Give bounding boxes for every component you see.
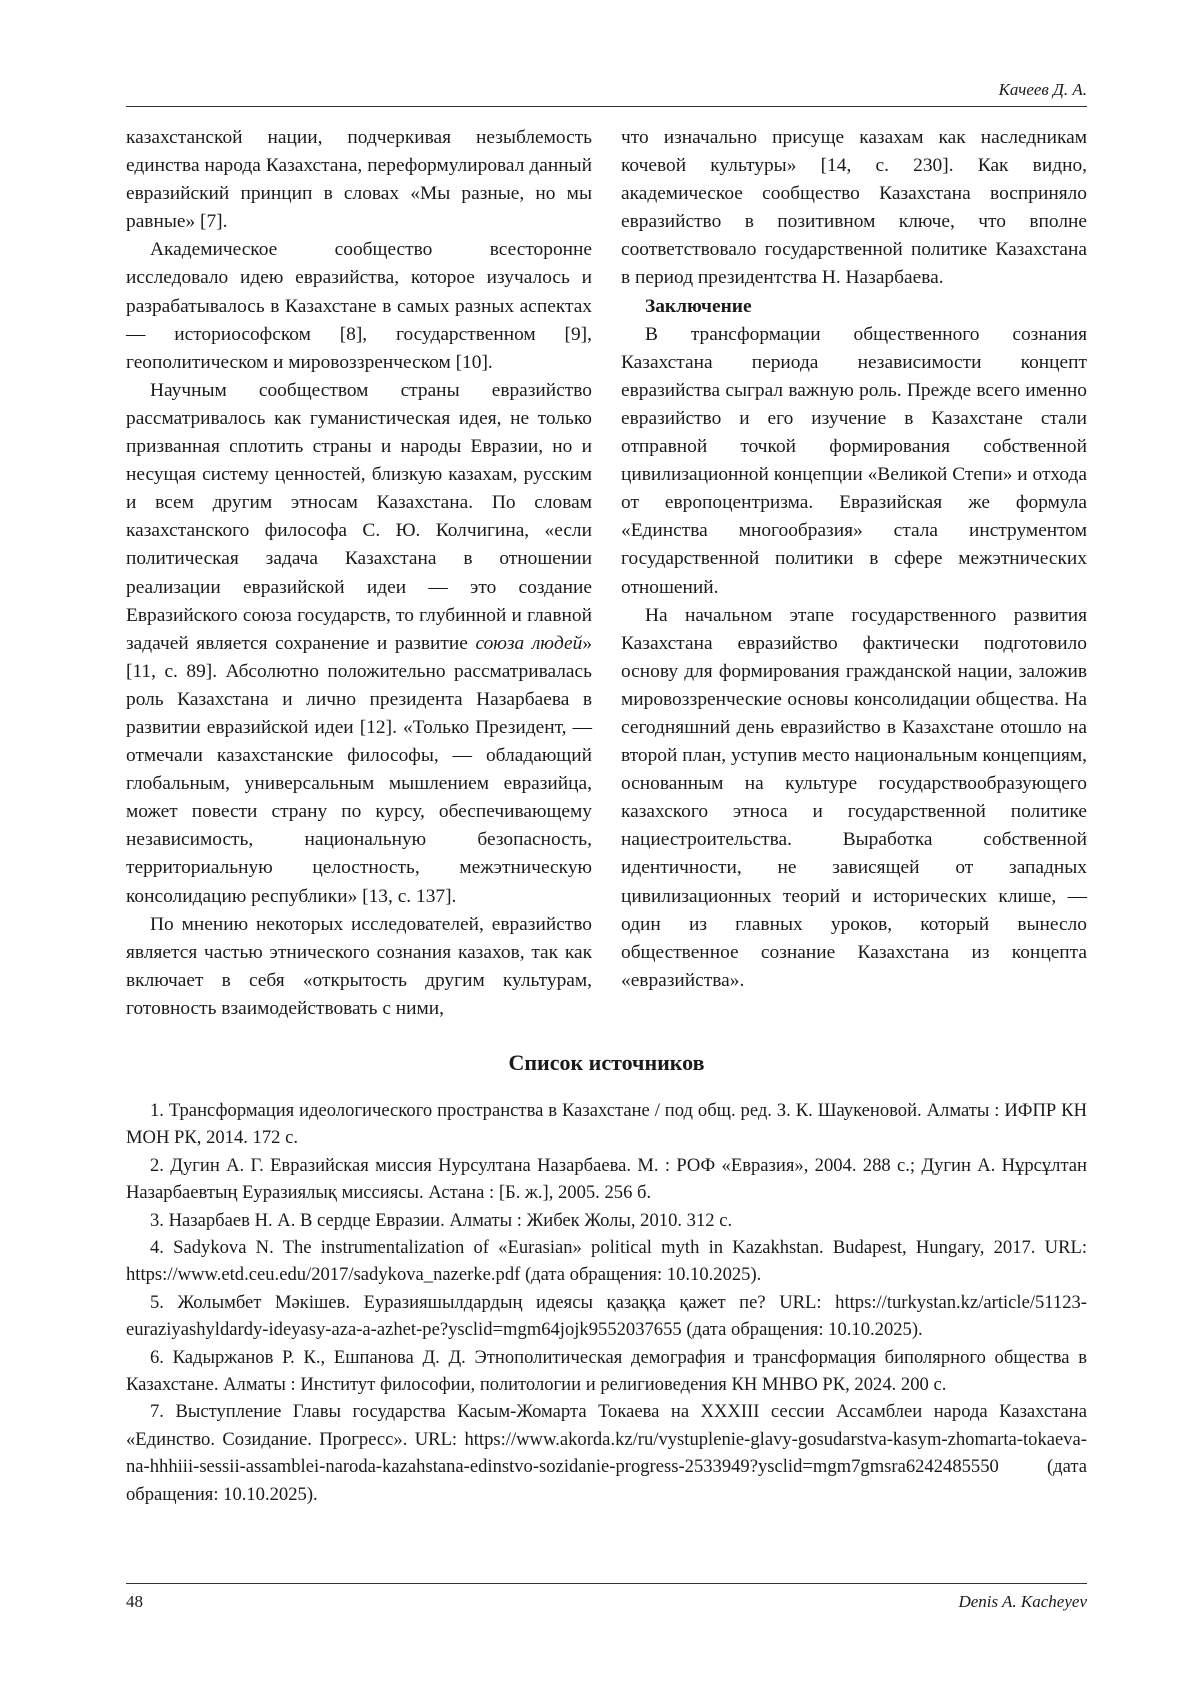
page-number: 48	[126, 1592, 143, 1611]
paragraph	[126, 377, 592, 911]
body-columns	[126, 124, 1087, 1039]
references-title: Список источников	[508, 1050, 705, 1075]
paragraph: казахстанской нации, подчеркивая незыблемость единства народа Казахстана, переформулировал данный евразийский принцип в словах «Мы разные, но мы равные» [7].	[126, 127, 592, 233]
reference-item: 6. Кадыржанов Р. К., Ешпанова Д. Д. Этнополитическая демография и трансформация биполярного общества в Казахстане. Алматы : Институт философии, политологии и религиоведения КН МНВО РК, 2024. 200 с.	[126, 1346, 1087, 1396]
page-footer	[126, 1583, 1087, 1612]
paragraph: На начальном этапе государственного развития Казахстана евразийство фактически подготовило основу для формирования гражданской нации, заложив мировоззренческие основы консолидации общества. На сегодняшний день евразийство в Казахстане отошло на второй план, уступив место национальным концепциям, основанным на культуре государствообразующего казахского этноса и государственной политике нациестроительства. Выработка собственной идентичности, не зависящей от западных цивилизационных теорий и исторических клише, — один из главных уроков, который вынесло общественное сознание Казахстана из концепта «евразийства».	[621, 604, 1087, 991]
paragraph-text: » [11, с. 89]. Абсолютно положительно рассматривалась роль Казахстана и лично президента Назарбаева в развитии евразийской идеи [12]. «Только Президент, — отмечали казахстанские философы, — обладающий глобальным, универсальным мышлением евразийца, может повести страну по курсу, обеспечивающему независимость, национальную безопасность, территориальную целостность, межэтническую консолидацию республики» [13, с. 137].	[126, 632, 593, 907]
reference-item: 2. Дугин А. Г. Евразийская миссия Нурсултана Назарбаева. М. : РОФ «Евразия», 2004. 288 с.; Дугин А. Нұрсұлтан Назарбаевтың Еуразиялық миссиясы. Астана : [Б. ж.], 2005. 256 б.	[126, 1154, 1087, 1204]
paragraph: В трансформации общественного сознания Казахстана периода независимости концепт евразийства сыграл важную роль. Прежде всего именно евразийство и его изучение в Казахстане стали отправной точкой формирования собственной цивилизационной концепции «Великой Степи» и отхода от европоцентризма. Евразийская же формула «Единства многообразия» стала инструментом государственной политики в сфере межэтнических отношений.	[621, 323, 1087, 598]
section-heading: Заключение	[645, 295, 752, 317]
reference-item: 4. Sadykova N. The instrumentalization of «Eurasian» political myth in Kazakhstan. Budapest, Hungary, 2017. URL: https://www.etd.ceu.edu/2017/sadykova_nazerke.pdf (дата обращения: 10.10.2025).	[126, 1237, 1087, 1286]
left-column	[126, 124, 592, 1039]
paragraph: Академическое сообщество всесторонне исследовало идею евразийства, которое изучалось и разрабатывалось в Казахстане в самых разных аспектах — историософском [8], государственном [9], геополитическом и мировоззренческом [10].	[126, 239, 592, 373]
emphasis-text: союза людей	[475, 632, 583, 654]
footer-author: Denis A. Kacheyev	[958, 1592, 1087, 1611]
paragraph: что изначально присуще казахам как наследникам кочевой культуры» [14, с. 230]. Как видно, академическое сообщество Казахстана восприняло евразийство в позитивном ключе, что вполне соответствовало государственной политике Казахстана в период президентства Н. Назарбаева.	[621, 127, 1087, 289]
right-column	[621, 124, 1087, 1039]
reference-item: 3. Назарбаев Н. А. В сердце Евразии. Алматы : Жибек Жолы, 2010. 312 с.	[150, 1209, 733, 1231]
reference-item: 5. Жолымбет Мәкішев. Еуразияшылдардың идеясы қазаққа қажет пе? URL: https://turkystan.kz/article/51123-euraziyashyldardy-ideyasy-aza-a-azhet-pe?ysclid=mgm64jojk9552037655 (дата обращения: 10.10.2025).	[126, 1291, 1087, 1341]
reference-item: 1. Трансформация идеологического пространства в Казахстане / под общ. ред. З. К. Шаукеновой. Алматы : ИФПР КН МОН РК, 2014. 172 с.	[126, 1100, 1087, 1149]
paragraph-text: Научным сообществом страны евразийство рассматривалось как гуманистическая идея, не только призванная сплотить страны и народы Евразии, но и несущая систему ценностей, близкую казахам, русским и всем другим этносам Казахстана. По словам казахстанского философа С. Ю. Колчигина, «если политическая задача Казахстана в отношении реализации евразийской идеи — это создание Евразийского союза государств, то глубинной и главной задачей является сохранение и развитие	[126, 379, 592, 654]
reference-item: 7. Выступление Главы государства Касым-Жомарта Токаева на XXXIII сессии Ассамблеи народа Казахстана «Единство. Созидание. Прогресс». URL: https://www.akorda.kz/ru/vystuplenie-glavy-gosudarstva-kasym-zhomarta-tokaeva-na-hhhiii-sessii-assamblei-naroda-kazahstana-edinstvo-sozidanie-progress-2533949?ysclid=mgm7gmsra6242485550 (дата обращения: 10.10.2025).	[126, 1401, 1087, 1505]
paragraph: По мнению некоторых исследователей, евразийство является частью этнического сознания казахов, так как включает в себя «открытость другим культурам, готовность взаимодействовать с ними,	[126, 913, 592, 1019]
references-list	[126, 1097, 1087, 1508]
running-head: Качеев Д. А.	[126, 80, 1087, 107]
